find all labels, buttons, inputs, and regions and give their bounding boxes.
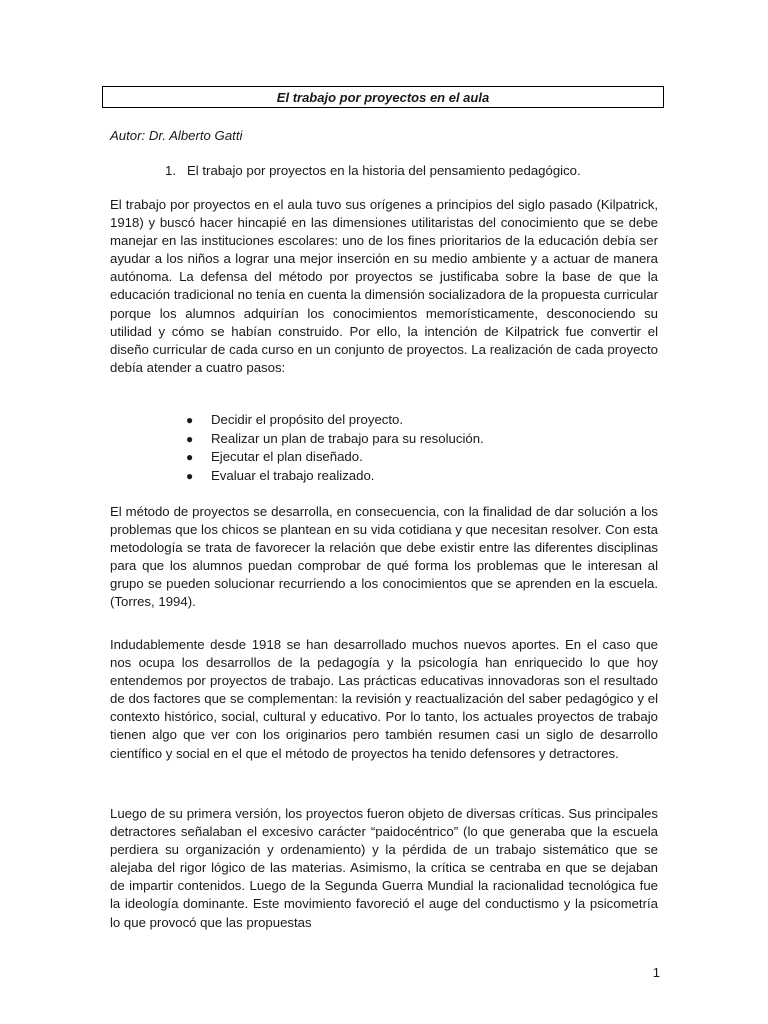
bullet-icon: ● <box>186 468 194 483</box>
bullet-icon: ● <box>186 431 194 446</box>
section-heading <box>165 162 645 180</box>
page-number: 1 <box>652 965 660 980</box>
list-item-text: Evaluar el trabajo realizado. <box>211 467 375 483</box>
list-item <box>186 448 646 467</box>
list-item-text: Decidir el propósito del proyecto. <box>211 412 404 427</box>
paragraph-3: Indudablemente desde 1918 se han desarrollado muchos nuevos aportes. En el caso que nos ocupa los desarrollos de la pedagogía y la psicología han enriquecido lo que hoy entendemos por proyectos de trabajo. Las prácticas educativas innovadoras son el resultado de dos factores que se complementan: la revisión y reactualización del saber pedagógico y el contexto histórico, social, cultural y educativo. Por lo tanto, los actuales proyectos de trabajo tienen algo que ver con los originarios pero también resumen casi un siglo de desarrollo científico y social en el que el método de proyectos ha tenido defensores y detractores. <box>110 637 658 761</box>
list-item <box>186 467 646 486</box>
document-title-box <box>102 86 664 108</box>
list-item <box>186 411 646 430</box>
paragraph-2: El método de proyectos se desarrolla, en consecuencia, con la finalidad de dar solución a los problemas que los chicos se plantean en su vida cotidiana y que necesitan resolver. Con esta metodología se trata de favorecer la relación que debe existir entre las diferentes disciplinas para que los alumnos puedan comprobar de qué forma los problemas que le interesan al grupo se pueden solucionar recurriendo a los conocimientos que se aprenden en la escuela. (Torres, 1994). <box>110 504 658 610</box>
list-item-text: Ejecutar el plan diseñado. <box>211 449 363 465</box>
bullet-icon: ● <box>186 450 194 465</box>
section-heading-text: El trabajo por proyectos en la historia del pensamiento pedagógico. <box>187 163 581 178</box>
paragraph-4: Luego de su primera versión, los proyectos fueron objeto de diversas críticas. Sus principales detractores señalaban el excesivo carácter “paidocéntrico” (lo que generaba que la escuela perdiera su organización y ordenamiento) y la pérdida de un trabajo sistemático que se alejaba del rigor lógico de las materias. Asimismo, la crítica se centraba en que se dejaban de impartir contenidos. Luego de la Segunda Guerra Mundial la racionalidad tecnológica fue la ideología dominante. Este movimiento favoreció el auge del conductismo y la psicometría lo que provocó que las propuestas <box>110 806 658 930</box>
list-item-text: Realizar un plan de trabajo para su resolución. <box>211 430 484 446</box>
bullet-icon: ● <box>186 413 194 427</box>
section-number: 1. <box>165 163 176 178</box>
author-line: Autor: Dr. Alberto Gatti <box>110 128 243 143</box>
document-title: El trabajo por proyectos en el aula <box>276 89 490 105</box>
list-item <box>186 430 646 449</box>
steps-list <box>186 411 646 485</box>
paragraph-1: El trabajo por proyectos en el aula tuvo sus orígenes a principios del siglo pasado (Kilpatrick, 1918) y buscó hacer hincapié en las dimensiones utilitaristas del conocimiento que se debe manejar en las instituciones escolares: uno de los fines prioritarios de la educación debía ser ayudar a los niños a lograr una mejor inserción en su medio ambiente y a actuar de manera autónoma. La defensa del método por proyectos se justificaba sobre la base de que la educación tradicional no tenía en cuenta la dimensión socializadora de la propuesta curricular porque los alumnos adquirían los conocimientos memorísticamente, desconociendo su utilidad y cómo se habían construido. Por ello, la intención de Kilpatrick fue convertir el diseño curricular de cada curso en un conjunto de proyectos. La realización de cada proyecto debía atender a cuatro pasos: <box>110 197 658 375</box>
